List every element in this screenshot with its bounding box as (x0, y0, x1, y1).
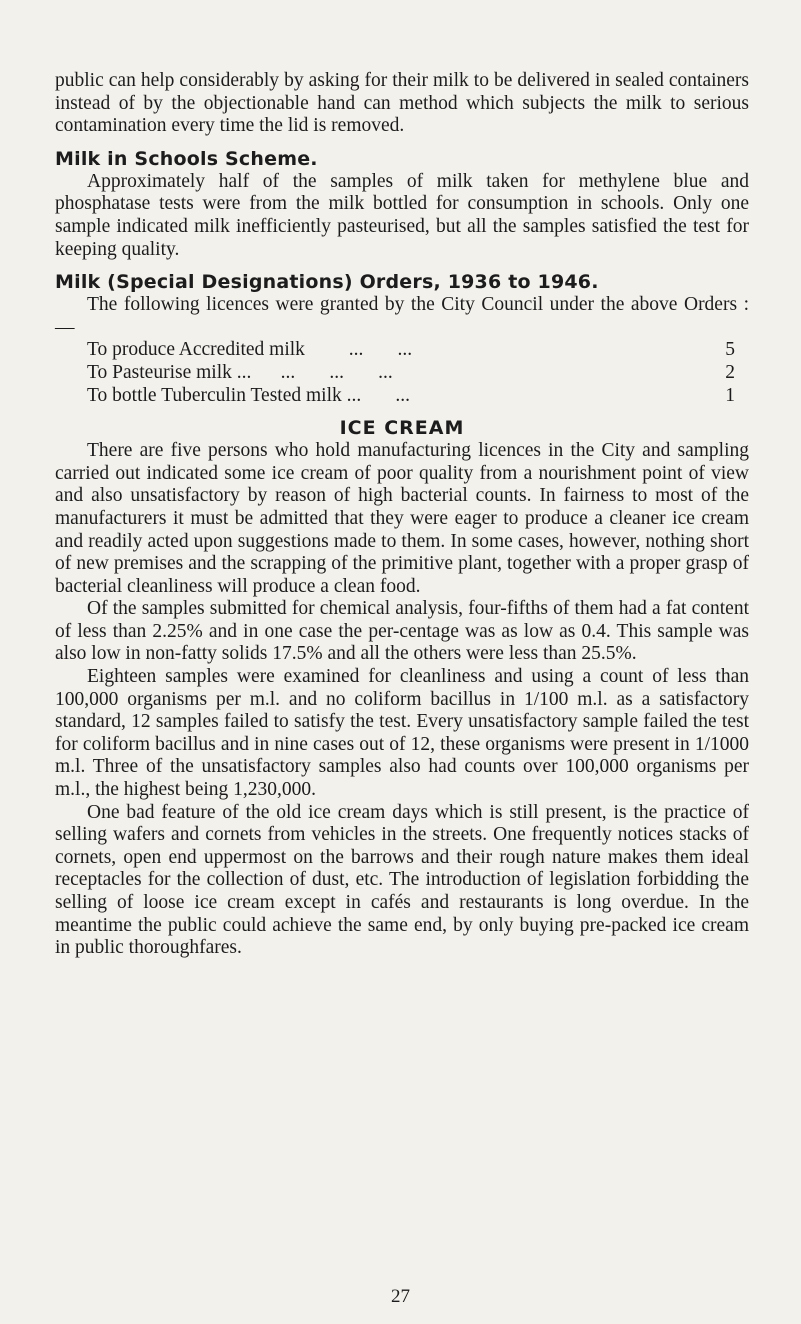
schools-paragraph: Approximately half of the samples of milk taken for methylene blue and phosphatase tests were from the milk bottled for consumption in schools. Only one sample indicated milk inefficiently pasteurised, but all the samples satisfied the test for keeping quality. (55, 170, 749, 260)
designations-heading: Milk (Special Designations) Orders, 1936 to 1946. (55, 271, 599, 294)
intro-paragraph: public can help considerably by asking for their milk to be delivered in sealed containers instead of by the objectionable hand can method which subjects the milk to serious contamination every time the lid is removed. (55, 70, 749, 137)
licence-row (87, 385, 735, 408)
licence-label: To bottle Tuberculin Tested milk ... ... (87, 384, 410, 406)
licence-count: 1 (725, 384, 735, 406)
licence-row (87, 339, 735, 362)
ice-cream-paragraph: There are five persons who hold manufacturing licences in the City and sampling carried out indicated some ice cream of poor quality from a nourishment point of view and also unsatisfactory by reason of high bacterial counts. In fairness to most of the manufacturers it must be admitted that they were eager to produce a cleaner ice cream and readily acted upon suggestions made to them. In some cases, however, nothing short of new premises and the scrapping of the primitive plant, together with a proper grasp of bacterial cleanliness will produce a clean food. (55, 440, 749, 597)
ice-cream-paragraph: Eighteen samples were examined for cleanliness and using a count of less than 100,000 organisms per m.l. and no coliform bacillus in 1/100 m.l. as a satisfactory standard, 12 samples failed to satisfy the test. Every unsatisfactory sample failed the test for coliform bacillus and in nine cases out of 12, these organisms were present in 1/1000 m.l. Three of the unsatisfactory samples also had counts over 100,000 organisms per m.l., the highest being 1,230,000. (55, 666, 749, 801)
licence-count: 5 (725, 339, 735, 361)
ice-cream-heading: ICE CREAM (339, 417, 465, 440)
licence-label: To Pasteurise milk ... ... ... ... (87, 361, 393, 383)
licence-count: 2 (725, 361, 735, 383)
schools-heading: Milk in Schools Scheme. (55, 147, 318, 170)
ice-cream-paragraph: One bad feature of the old ice cream days which is still present, is the practice of selling wafers and cornets from vehicles in the streets. One frequently notices stacks of cornets, open end uppermost on the barrows and their rough nature makes them ideal receptacles for the collection of dust, etc. The introduction of legislation forbidding the selling of loose ice cream except in cafés and restaurants is long overdue. In the meantime the public could achieve the same end, by only buying pre-packed ice cream in public thoroughfares. (55, 801, 749, 959)
licence-row (87, 362, 735, 385)
designations-intro: The following licences were granted by the City Council under the above Orders : — (55, 294, 749, 338)
ice-cream-paragraph: Of the samples submitted for chemical analysis, four-fifths of them had a fat content of less than 2.25% and in one case the per-centage was as low as 0.4. This sample was also low in non-fatty solids 17.5% and all the others were less than 25.5%. (55, 598, 749, 665)
page-number: 27 (391, 1286, 410, 1307)
licences-table (87, 339, 735, 407)
licence-label: To produce Accredited milk ... ... (87, 339, 413, 361)
